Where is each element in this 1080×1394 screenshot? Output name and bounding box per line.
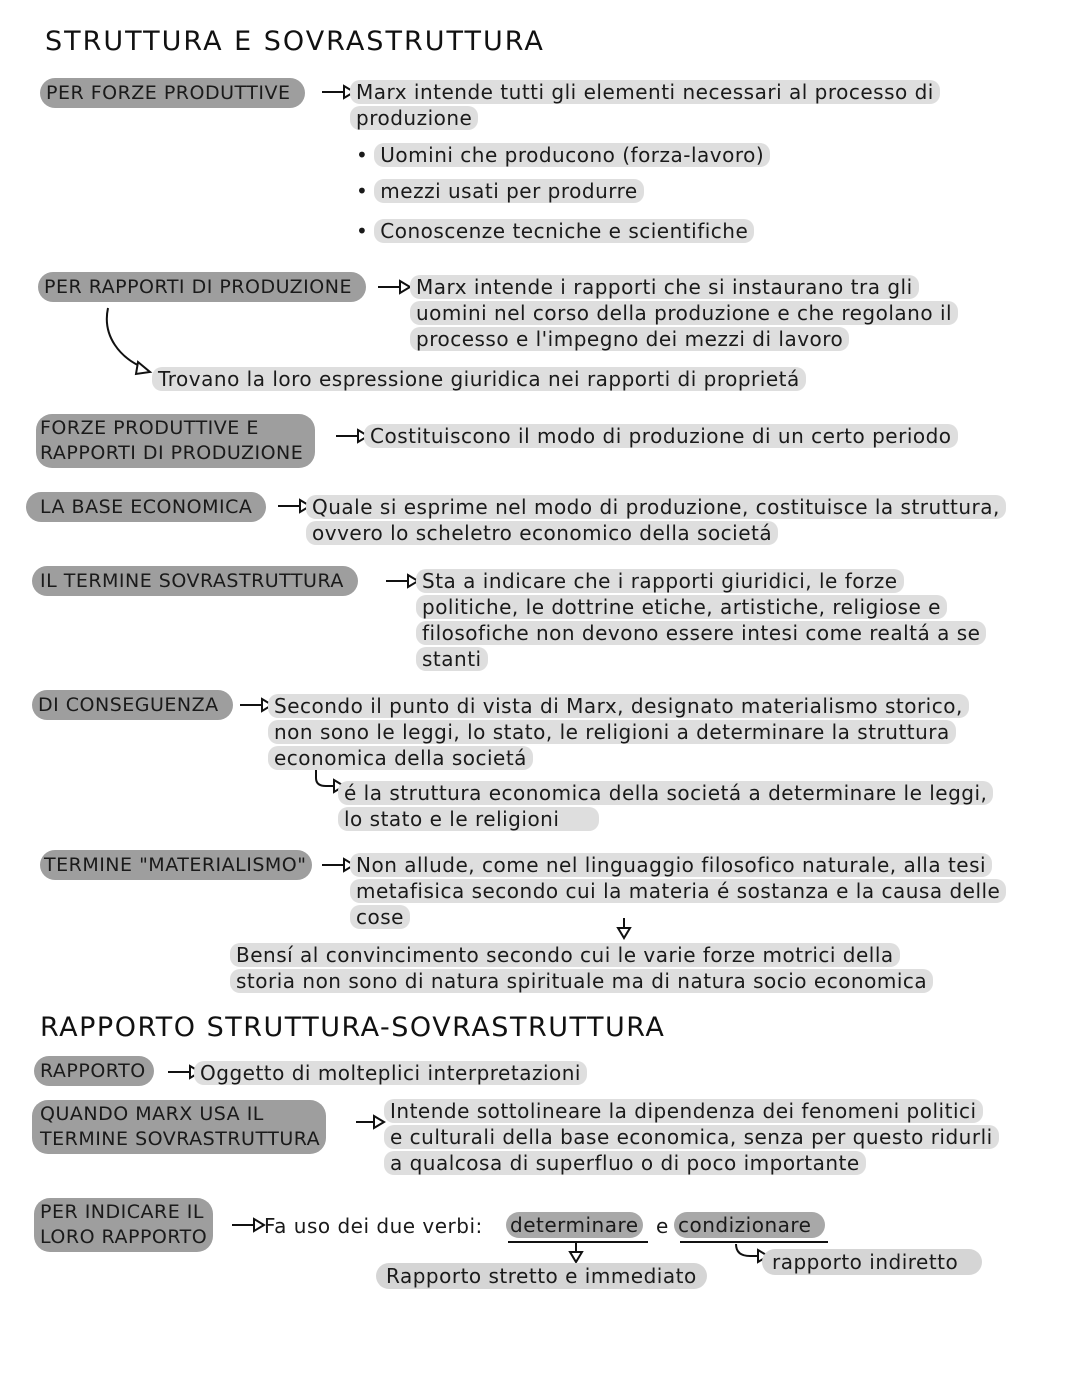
section-title-2: RAPPORTO STRUTTURA-SOVRASTRUTTURA xyxy=(40,1012,666,1043)
verb-condizionare: condizionare xyxy=(674,1212,825,1238)
verbs-conjunction: e xyxy=(656,1214,669,1238)
base-definition xyxy=(306,494,1006,546)
label-termine-materialismo: TERMINE "MATERIALISMO" xyxy=(40,850,312,880)
down-arrow-icon xyxy=(570,1252,582,1262)
conseguenza-sub-line-2: lo stato e le religioni xyxy=(338,807,599,831)
conseguenza-line-2: non sono le leggi, lo stato, le religioni a determinare la struttura xyxy=(268,720,956,744)
label-line: RAPPORTI DI PRODUZIONE xyxy=(40,442,304,464)
conseguenza-sub-line-1: é la struttura economica della societá a determinare le leggi, xyxy=(338,781,993,805)
label-line: FORZE PRODUTTIVE E xyxy=(40,417,259,439)
base-line-2: ovvero lo scheletro economico della societá xyxy=(306,521,778,545)
rapporti-sub-text: Trovano la loro espressione giuridica nei rapporti di proprietá xyxy=(152,367,806,391)
arrow-icon xyxy=(386,571,420,591)
meaning-determinare: Rapporto stretto e immediato xyxy=(376,1263,707,1289)
label-termine-sovrastruttura: IL TERMINE SOVRASTRUTTURA xyxy=(32,566,358,596)
conseguenza-line-1: Secondo il punto di vista di Marx, designato materialismo storico, xyxy=(268,694,969,718)
rapporti-line-3: processo e l'impegno dei mezzi di lavoro xyxy=(410,327,849,351)
quando-line-1: Intende sottolineare la dipendenza dei fenomeni politici xyxy=(384,1099,983,1123)
arrow-icon xyxy=(232,1215,266,1235)
forze-definition xyxy=(350,79,940,131)
rapporto-text xyxy=(194,1060,587,1086)
label-rapporto: RAPPORTO xyxy=(34,1056,154,1086)
down-arrow-icon xyxy=(614,918,634,942)
rapporti-line-2: uomini nel corso della produzione e che regolano il xyxy=(410,301,958,325)
materialismo-sub-line-1: Bensí al convincimento secondo cui le varie forze motrici della xyxy=(230,943,900,967)
label-per-indicare xyxy=(34,1198,213,1252)
label-line: PER INDICARE IL xyxy=(40,1201,204,1223)
materialismo-line-1: Non allude, come nel linguaggio filosofico naturale, alla tesi xyxy=(350,853,992,877)
sovra-definition xyxy=(416,568,986,672)
arrow-icon xyxy=(356,1112,386,1132)
forze-line-2: produzione xyxy=(350,106,478,130)
bullet-icon: • xyxy=(356,219,369,243)
rapporti-definition xyxy=(410,274,958,352)
label-rapporti-produzione: PER RAPPORTI DI PRODUZIONE xyxy=(38,272,366,302)
verb-determinare: determinare xyxy=(506,1212,643,1238)
quando-line-2: e culturali della base economica, senza per questo ridurli xyxy=(384,1125,999,1149)
meaning-condizionare: rapporto indiretto xyxy=(762,1249,982,1275)
label-di-conseguenza: DI CONSEGUENZA xyxy=(32,690,233,720)
base-line-1: Quale si esprime nel modo di produzione, costituisce la struttura, xyxy=(306,495,1006,519)
curved-arrow-icon xyxy=(100,306,160,378)
arrow-icon xyxy=(378,277,412,297)
section-title-1: STRUTTURA E SOVRASTRUTTURA xyxy=(45,26,545,57)
materialismo-sub xyxy=(230,942,933,994)
sovra-line-2: politiche, le dottrine etiche, artistiche, religiose e xyxy=(416,595,947,619)
materialismo-line-2: metafisica secondo cui la materia é sostanza e la causa delle xyxy=(350,879,1006,903)
conseguenza-text xyxy=(268,693,969,771)
forze-bullet-list xyxy=(356,142,770,244)
materialismo-definition xyxy=(350,852,1006,930)
sovra-line-1: Sta a indicare che i rapporti giuridici, le forze xyxy=(416,569,904,593)
sovra-line-4: stanti xyxy=(416,647,488,671)
rapporto-line: Oggetto di molteplici interpretazioni xyxy=(194,1061,587,1085)
modo-line: Costituiscono il modo di produzione di un certo periodo xyxy=(364,424,958,448)
label-quando-marx xyxy=(32,1100,326,1154)
bullet-item: Uomini che producono (forza-lavoro) xyxy=(374,143,770,167)
label-forze-rapporti xyxy=(36,414,315,468)
label-line: LORO RAPPORTO xyxy=(40,1226,208,1248)
bullet-icon: • xyxy=(356,143,369,167)
rapporti-line-1: Marx intende i rapporti che si instaurano tra gli xyxy=(410,275,919,299)
label-line: QUANDO MARX USA IL xyxy=(40,1103,264,1125)
label-line: TERMINE SOVRASTRUTTURA xyxy=(40,1128,321,1150)
forze-line-1: Marx intende tutti gli elementi necessari al processo di xyxy=(350,80,940,104)
indicare-intro: Fa uso dei due verbi: xyxy=(264,1214,483,1238)
materialismo-sub-line-2: storia non sono di natura spirituale ma di natura socio economica xyxy=(230,969,933,993)
rapporti-sub xyxy=(152,366,806,392)
materialismo-line-3: cose xyxy=(350,905,410,929)
quando-text xyxy=(384,1098,999,1176)
bullet-item: mezzi usati per produrre xyxy=(374,179,643,203)
sovra-line-3: filosofiche non devono essere intesi come realtá a se xyxy=(416,621,986,645)
conseguenza-sub xyxy=(338,780,993,832)
quando-line-3: a qualcosa di superfluo o di poco importante xyxy=(384,1151,866,1175)
bullet-icon: • xyxy=(356,179,369,203)
label-forze-produttive: PER FORZE PRODUTTIVE xyxy=(40,78,305,108)
conseguenza-line-3: economica della societá xyxy=(268,746,533,770)
modo-text xyxy=(364,423,958,449)
bullet-item: Conoscenze tecniche e scientifiche xyxy=(374,219,754,243)
label-base-economica: LA BASE ECONOMICA xyxy=(26,492,266,522)
